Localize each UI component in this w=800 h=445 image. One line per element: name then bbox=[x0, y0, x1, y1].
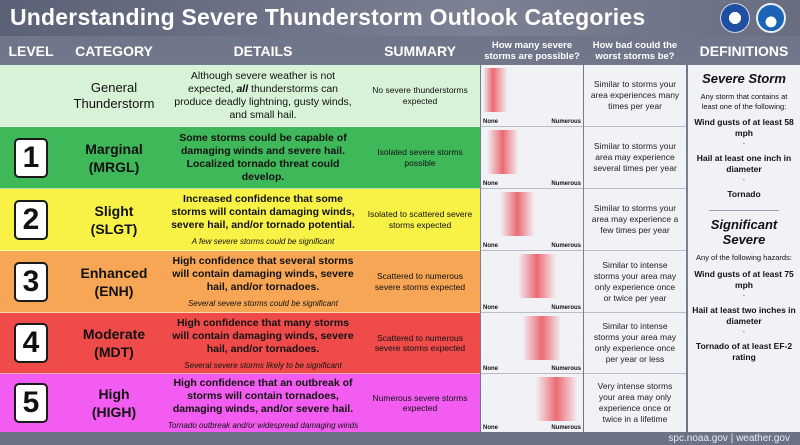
summary-cell bbox=[360, 65, 480, 126]
details-cell bbox=[166, 65, 360, 126]
category-name: Marginal bbox=[85, 140, 143, 157]
how-many-cell bbox=[481, 313, 583, 374]
noaa-logo-icon bbox=[756, 3, 786, 33]
storm-count-bar bbox=[483, 377, 581, 421]
storm-count-bar bbox=[483, 316, 581, 360]
scale-label-none: None bbox=[483, 425, 498, 431]
row-marginal bbox=[0, 127, 480, 189]
row-general-thunderstorm bbox=[0, 65, 480, 127]
details-cell bbox=[166, 313, 360, 373]
storm-count-bar bbox=[483, 68, 581, 112]
outlook-table bbox=[0, 37, 800, 432]
summary-text: Isolated to scattered severe storms expected bbox=[367, 209, 473, 230]
category-cell bbox=[62, 251, 166, 312]
nws-logo-icon bbox=[720, 3, 750, 33]
header-level: LEVEL bbox=[8, 43, 54, 59]
details-note: A few severe storms could be significant bbox=[191, 237, 335, 246]
storm-count-bar bbox=[483, 130, 581, 174]
summary-cell bbox=[360, 374, 480, 432]
category-name: Slight bbox=[94, 202, 134, 219]
scale-labels bbox=[483, 366, 581, 372]
storm-count-bar bbox=[483, 254, 581, 298]
page-title: Understanding Severe Thunderstorm Outlook Categories bbox=[10, 4, 646, 30]
header-details: DETAILS bbox=[233, 43, 293, 59]
category-abbr: (HIGH) bbox=[91, 404, 137, 420]
summary-cell bbox=[360, 251, 480, 312]
summary-text: Scattered to numerous severe storms expected bbox=[374, 271, 466, 292]
summary-text: Isolated severe storms possible bbox=[377, 147, 463, 168]
significant-item: Wind gusts of at least 75 mph bbox=[694, 268, 794, 290]
scale-label-numerous: Numerous bbox=[551, 305, 581, 311]
details-note: Several severe storms could be significant bbox=[188, 299, 338, 308]
significant-severe-subtitle: Any of the following hazards: bbox=[696, 253, 792, 262]
how-many-cell bbox=[481, 65, 583, 127]
how-many-cell bbox=[481, 127, 583, 189]
row-moderate bbox=[0, 313, 480, 374]
separator-dot: · bbox=[742, 290, 746, 300]
details-text: Although severe weather is not expected, all thunderstorms can produce deadly lightning, gusty winds, and small hail. bbox=[174, 69, 352, 121]
details-note: Tornado outbreak and/or widespread damaging winds bbox=[167, 420, 359, 430]
header-how-bad: How bad could the worst storms be? bbox=[592, 40, 678, 62]
category-name: General Thunderstorm bbox=[73, 79, 155, 111]
separator-dot: · bbox=[742, 175, 746, 184]
level-badge: 2 bbox=[14, 200, 48, 240]
row-enhanced bbox=[0, 251, 480, 313]
level-cell bbox=[0, 189, 62, 250]
category-abbr: (ENH) bbox=[94, 282, 134, 299]
details-text: Increased confidence that some storms will contain damaging winds, severe hail, and/or tornado potential. bbox=[171, 193, 355, 231]
summary-text: No severe thunderstorms expected bbox=[372, 85, 468, 106]
category-abbr: (MDT) bbox=[94, 344, 134, 360]
category-name: High bbox=[98, 386, 130, 402]
scale-label-numerous: Numerous bbox=[551, 425, 581, 431]
category-cell bbox=[62, 313, 166, 373]
how-bad-cell: Similar to storms your area experiences many times per year bbox=[584, 65, 686, 127]
details-cell bbox=[166, 127, 360, 188]
definitions-panel bbox=[688, 65, 800, 432]
category-name: Moderate bbox=[82, 326, 146, 342]
summary-cell bbox=[360, 189, 480, 250]
category-name: Enhanced bbox=[80, 264, 148, 281]
row-slight bbox=[0, 189, 480, 251]
scale-label-none: None bbox=[483, 181, 498, 187]
header-definitions: DEFINITIONS bbox=[699, 43, 789, 59]
severe-item: Tornado bbox=[727, 189, 761, 199]
scale-labels bbox=[483, 425, 581, 431]
scale-label-numerous: Numerous bbox=[551, 366, 581, 372]
how-bad-cell: Very intense storms your area may only experience once or twice in a lifetime bbox=[584, 374, 686, 432]
header-category: CATEGORY bbox=[75, 43, 153, 59]
severe-storm-title: Severe Storm bbox=[702, 71, 786, 86]
category-cell bbox=[62, 189, 166, 250]
scale-labels bbox=[483, 305, 581, 311]
how-bad-cell: Similar to storms your area may experience several times per year bbox=[584, 127, 686, 189]
footer-credit: spc.noaa.gov | weather.gov bbox=[668, 433, 790, 444]
how-many-cell bbox=[481, 189, 583, 251]
summary-text: Numerous severe storms expected bbox=[372, 392, 468, 413]
details-text: High confidence that several storms will contain damaging winds, severe hail, and/or tornadoes. bbox=[172, 255, 354, 293]
category-cell bbox=[62, 65, 166, 126]
scale-label-numerous: Numerous bbox=[551, 181, 581, 187]
details-text: High confidence that many storms will contain damaging winds, severe hail, and/or tornadoes. bbox=[172, 316, 354, 355]
scale-label-numerous: Numerous bbox=[551, 119, 581, 125]
divider bbox=[709, 210, 779, 211]
scale-label-none: None bbox=[483, 243, 498, 249]
separator-dot: · bbox=[742, 326, 746, 336]
header-summary: SUMMARY bbox=[384, 43, 456, 59]
level-badge: 3 bbox=[14, 262, 48, 302]
how-many-cell bbox=[481, 374, 583, 432]
level-badge: 4 bbox=[14, 323, 48, 363]
category-cell bbox=[62, 127, 166, 188]
significant-item: Tornado of at least EF-2 rating bbox=[695, 340, 793, 362]
severe-item: Wind gusts of at least 58 mph bbox=[694, 117, 794, 138]
how-bad-cell: Similar to intense storms your area may only experience once per year or less bbox=[584, 313, 686, 374]
how-many-cell bbox=[481, 251, 583, 313]
title-bar bbox=[0, 0, 800, 36]
summary-cell bbox=[360, 127, 480, 188]
summary-cell bbox=[360, 313, 480, 373]
details-text: High confidence that an outbreak of storms will contain tornadoes, damaging winds, and/or severe hail. bbox=[172, 376, 354, 415]
separator-dot: · bbox=[742, 139, 746, 148]
level-badge: 5 bbox=[14, 383, 48, 423]
level-cell bbox=[0, 313, 62, 373]
summary-text: Scattered to numerous severe storms expected bbox=[374, 332, 466, 353]
severe-item: Hail at least one inch in diameter bbox=[696, 153, 792, 174]
category-abbr: (MRGL) bbox=[88, 158, 140, 175]
row-high bbox=[0, 374, 480, 432]
scale-label-none: None bbox=[483, 305, 498, 311]
level-cell bbox=[0, 374, 62, 432]
details-cell bbox=[166, 251, 360, 312]
severe-storm-subtitle: Any storm that contains at least one of the following: bbox=[700, 92, 788, 111]
level-cell bbox=[0, 251, 62, 312]
level-cell bbox=[0, 127, 62, 188]
category-cell bbox=[62, 374, 166, 432]
scale-label-none: None bbox=[483, 366, 498, 372]
details-text: Some storms could be capable of damaging winds and severe hail. Localized tornado threat could develop. bbox=[179, 131, 347, 183]
storm-count-bar bbox=[483, 192, 581, 236]
scale-labels bbox=[483, 243, 581, 249]
significant-item: Hail at least two inches in diameter bbox=[692, 304, 796, 326]
scale-labels bbox=[483, 181, 581, 187]
how-bad-cell: Similar to storms your area may experience a few times per year bbox=[584, 189, 686, 251]
details-note: Several severe storms likely to be significant bbox=[184, 360, 342, 370]
category-abbr: (SLGT) bbox=[90, 220, 138, 237]
header-how-many: How many severe storms are possible? bbox=[484, 40, 580, 62]
scale-label-none: None bbox=[483, 119, 498, 125]
level-badge: 1 bbox=[14, 138, 48, 178]
significant-severe-title: Significant Severe bbox=[710, 217, 778, 247]
details-cell bbox=[166, 189, 360, 250]
scale-label-numerous: Numerous bbox=[551, 243, 581, 249]
details-cell bbox=[166, 374, 360, 432]
how-bad-cell: Similar to intense storms your area may only experience once or twice per year bbox=[584, 251, 686, 313]
scale-labels bbox=[483, 119, 581, 125]
